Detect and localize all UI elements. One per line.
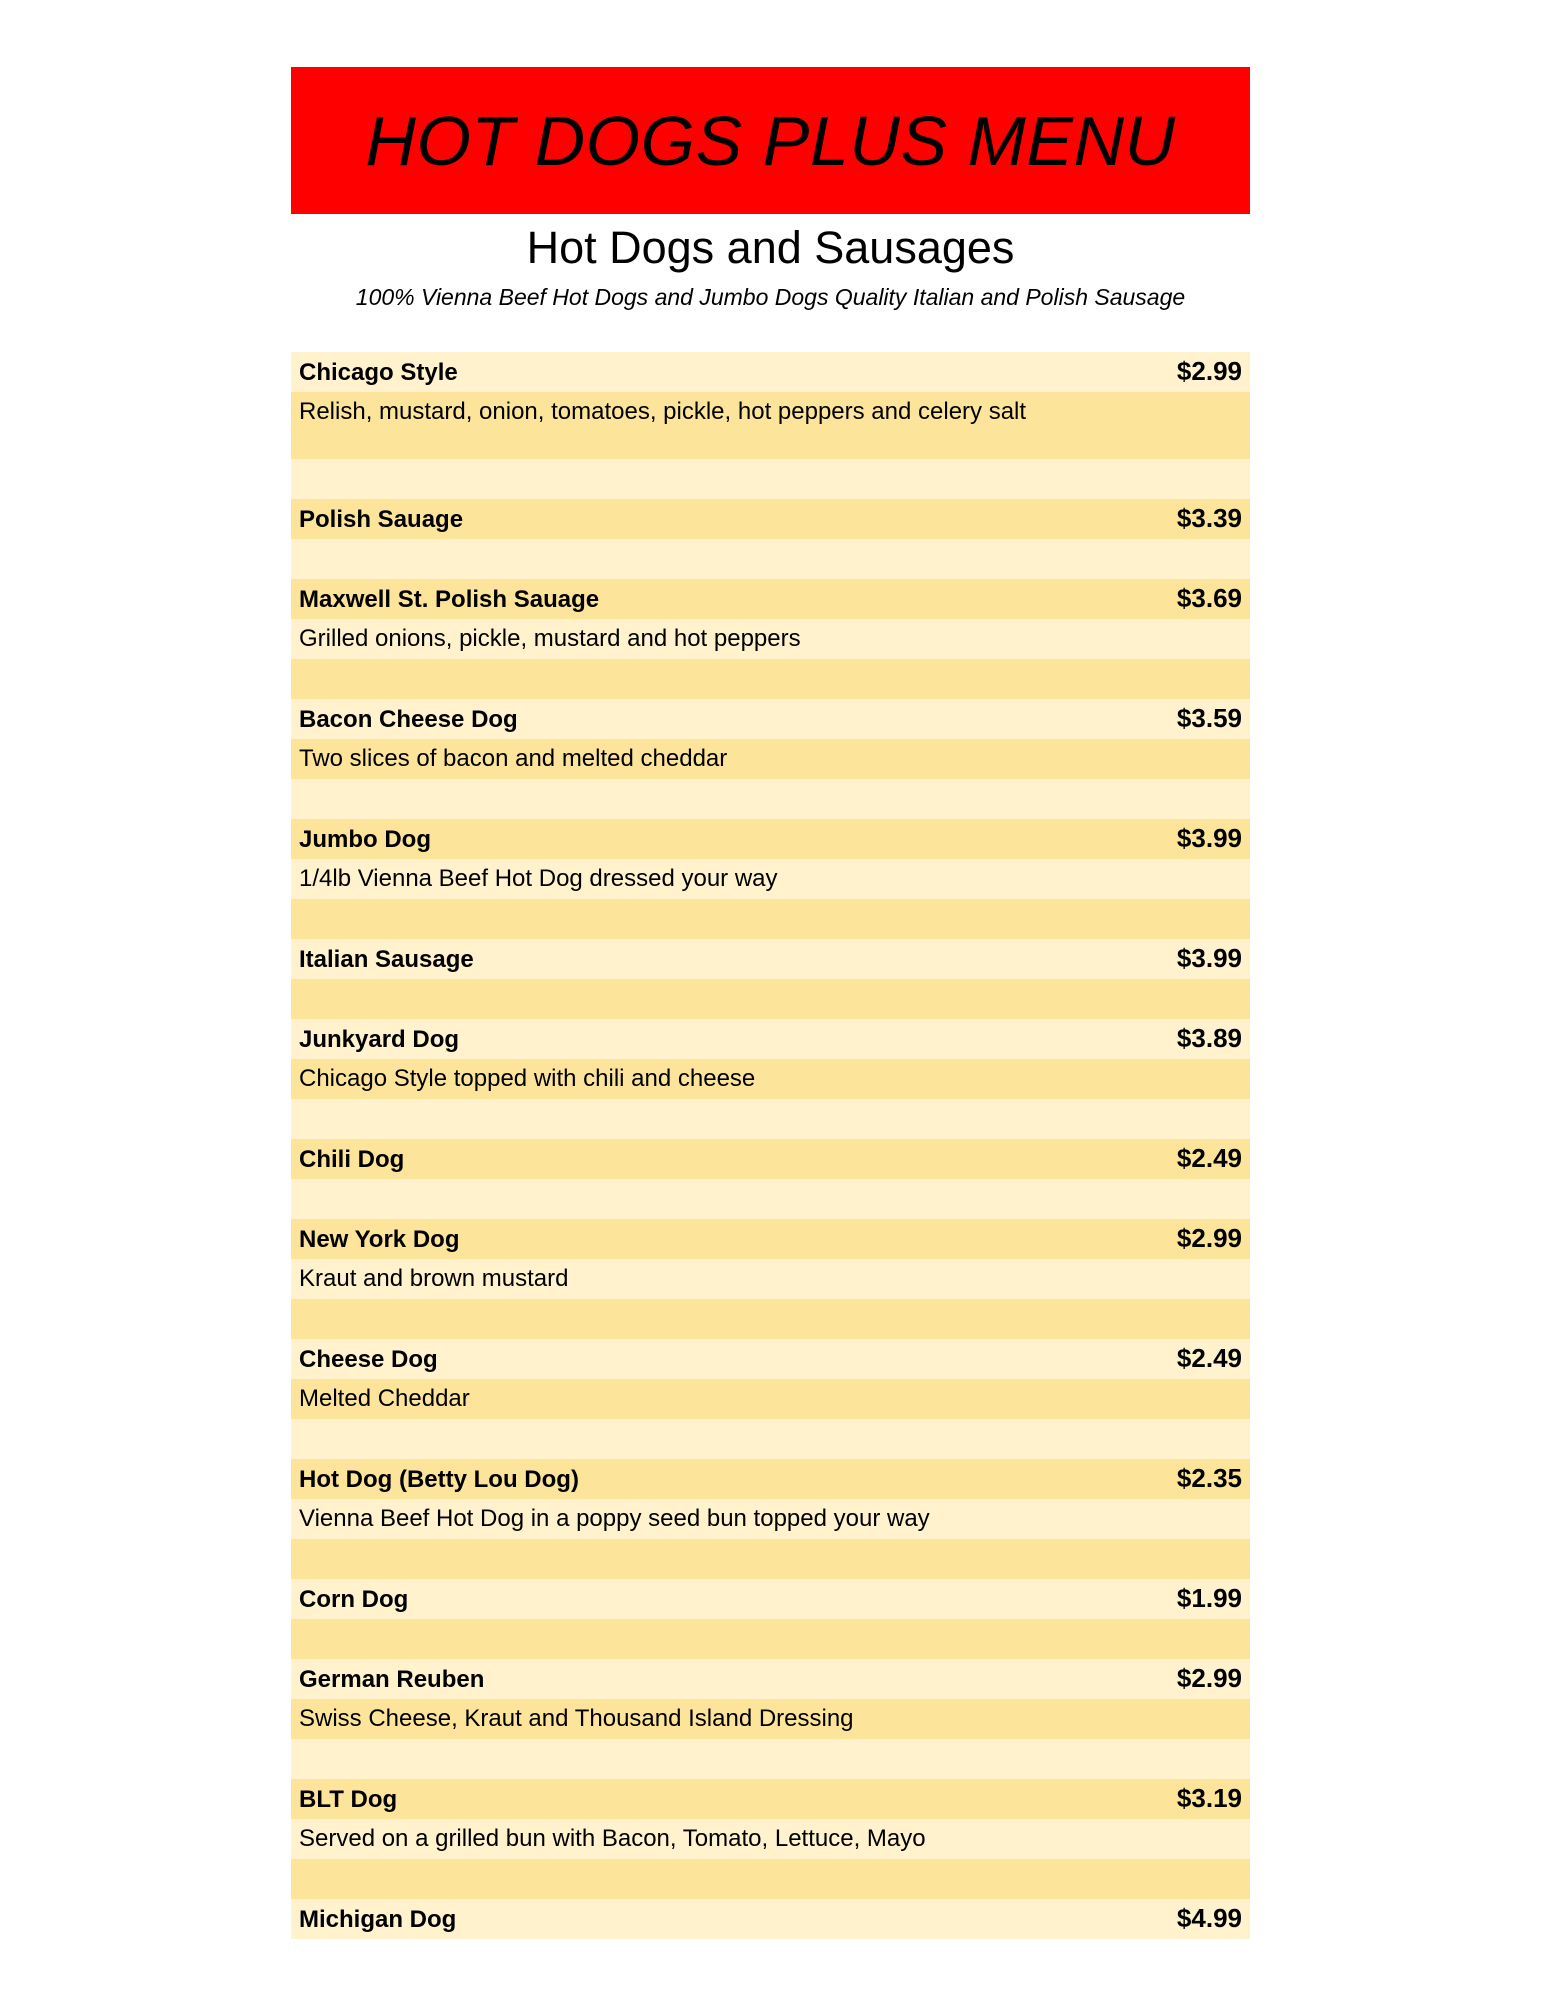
section-tagline: 100% Vienna Beef Hot Dogs and Jumbo Dogs Quality Italian and Polish Sausage (355, 284, 1186, 310)
menu-item-row (291, 699, 1250, 739)
menu-item-description-row (291, 392, 1250, 459)
spacer-row (291, 459, 1250, 499)
menu-item-row (291, 579, 1250, 619)
spacer-row (291, 779, 1250, 819)
menu-item-row (291, 1219, 1250, 1259)
menu-item-description-row (291, 1059, 1250, 1099)
spacer-row (291, 1419, 1250, 1459)
menu-item-description-row (291, 1699, 1250, 1739)
menu-table (291, 352, 1250, 1939)
item-description: Kraut and brown mustard (299, 1265, 569, 1292)
spacer-row (291, 1739, 1250, 1779)
item-price: $2.99 (1176, 1223, 1242, 1253)
menu-item-description-row (291, 1259, 1250, 1299)
item-price: $3.99 (1176, 823, 1242, 853)
menu-item-row (291, 1459, 1250, 1499)
item-name: Bacon Cheese Dog (299, 706, 518, 733)
item-name: Chicago Style (299, 359, 458, 386)
menu-item-row (291, 1019, 1250, 1059)
item-price: $3.59 (1176, 703, 1242, 733)
item-description: Melted Cheddar (299, 1385, 470, 1412)
item-name: German Reuben (299, 1666, 485, 1693)
item-description: Swiss Cheese, Kraut and Thousand Island Dressing (299, 1705, 854, 1732)
title-banner (291, 67, 1250, 214)
menu-item-description-row (291, 1819, 1250, 1859)
spacer-row (291, 539, 1250, 579)
spacer-row (291, 1539, 1250, 1579)
item-name: New York Dog (299, 1226, 460, 1253)
item-price: $3.19 (1176, 1783, 1242, 1813)
item-price: $2.99 (1176, 356, 1242, 386)
spacer-row (291, 1619, 1250, 1659)
item-description: 1/4lb Vienna Beef Hot Dog dressed your way (299, 865, 778, 892)
menu-item-description-row (291, 859, 1250, 899)
item-price: $3.39 (1176, 503, 1242, 533)
menu-item-row (291, 1659, 1250, 1699)
menu-item-row (291, 1899, 1250, 1939)
item-price: $2.35 (1176, 1463, 1242, 1493)
menu-item-row (291, 1139, 1250, 1179)
menu-item-row (291, 939, 1250, 979)
item-description: Two slices of bacon and melted cheddar (299, 745, 728, 772)
item-name: Maxwell St. Polish Sauage (299, 586, 600, 613)
item-name: Chili Dog (299, 1146, 405, 1173)
item-name: Junkyard Dog (299, 1026, 460, 1053)
menu-item-description-row (291, 619, 1250, 659)
menu-item-row (291, 1579, 1250, 1619)
item-name: Italian Sausage (299, 946, 474, 973)
item-price: $3.89 (1176, 1023, 1242, 1053)
item-description: Vienna Beef Hot Dog in a poppy seed bun topped your way (299, 1505, 930, 1532)
spacer-row (291, 1099, 1250, 1139)
item-price: $3.99 (1176, 943, 1242, 973)
menu-title: HOT DOGS PLUS MENU (365, 101, 1176, 180)
item-name: Michigan Dog (299, 1906, 457, 1933)
menu-header (291, 67, 1250, 312)
item-price: $2.99 (1176, 1663, 1242, 1693)
item-description: Chicago Style topped with chili and cheese (299, 1065, 756, 1092)
spacer-row (291, 1299, 1250, 1339)
item-description: Grilled onions, pickle, mustard and hot peppers (299, 625, 801, 652)
item-name: Jumbo Dog (299, 826, 431, 853)
menu-item-row (291, 1779, 1250, 1819)
item-name: BLT Dog (299, 1786, 398, 1813)
item-description: Served on a grilled bun with Bacon, Tomato, Lettuce, Mayo (299, 1825, 926, 1852)
spacer-row (291, 899, 1250, 939)
item-price: $3.69 (1176, 583, 1242, 613)
menu-item-description-row (291, 1379, 1250, 1419)
item-price: $4.99 (1176, 1903, 1242, 1933)
item-price: $1.99 (1176, 1583, 1242, 1613)
spacer-row (291, 1179, 1250, 1219)
menu-item-row (291, 819, 1250, 859)
spacer-row (291, 1859, 1250, 1899)
menu-item-description-row (291, 739, 1250, 779)
item-name: Hot Dog (Betty Lou Dog) (299, 1466, 579, 1493)
section-title: Hot Dogs and Sausages (526, 222, 1015, 273)
item-description: Relish, mustard, onion, tomatoes, pickle, hot peppers and celery salt (299, 398, 1027, 425)
item-price: $2.49 (1176, 1143, 1242, 1173)
item-name: Polish Sauage (299, 506, 464, 533)
spacer-row (291, 979, 1250, 1019)
item-name: Corn Dog (299, 1586, 409, 1613)
item-price: $2.49 (1176, 1343, 1242, 1373)
menu-item-row (291, 352, 1250, 392)
spacer-row (291, 659, 1250, 699)
item-name: Cheese Dog (299, 1346, 438, 1373)
menu-item-description-row (291, 1499, 1250, 1539)
menu-item-row (291, 1339, 1250, 1379)
menu-item-row (291, 499, 1250, 539)
